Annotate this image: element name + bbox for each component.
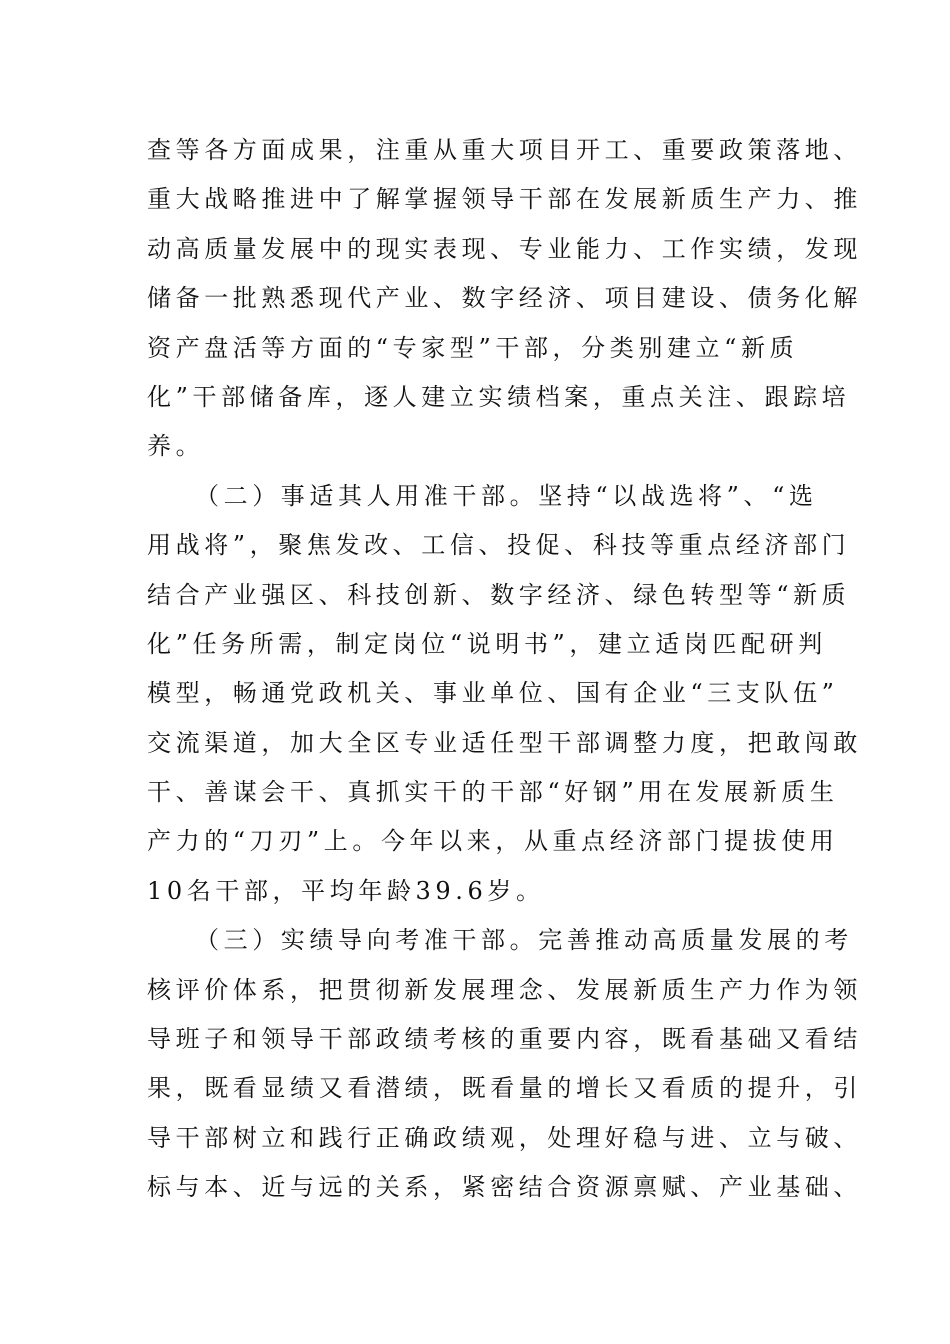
paragraph-line: 10名干部，平均年龄39.6岁。 — [147, 876, 545, 905]
paragraph-line: 导班子和领导干部政绩考核的重要内容，既看基础又看结 — [147, 1025, 862, 1054]
paragraph-line: 结合产业强区、科技创新、数字经济、绿色转型等“新质 — [147, 580, 851, 609]
paragraph-line: 核评价体系，把贯彻新发展理念、发展新质生产力作为领 — [147, 975, 862, 1004]
paragraph-line: 模型，畅通党政机关、事业单位、国有企业“三支队伍” — [147, 679, 839, 708]
paragraph-line: 化”任务所需，制定岗位“说明书”，建立适岗匹配研判 — [147, 629, 827, 658]
paragraph-line: 用战将”，聚焦发改、工信、投促、科技等重点经济部门 — [147, 531, 851, 560]
paragraph-line: 化”干部储备库，逐人建立实绩档案，重点关注、跟踪培 — [147, 382, 851, 411]
paragraph-line: 动高质量发展中的现实表现、专业能力、工作实绩，发现 — [147, 234, 862, 263]
paragraph-line: 产力的“刀刃”上。今年以来，从重点经济部门提拔使用 — [147, 827, 839, 856]
paragraph-line: 标与本、近与远的关系，紧密结合资源禀赋、产业基础、 — [147, 1173, 862, 1202]
paragraph-line: 交流渠道，加大全区专业适任型干部调整力度，把敢闯敢 — [147, 728, 862, 757]
paragraph-line: 果，既看显绩又看潜绩，既看量的增长又看质的提升，引 — [147, 1074, 862, 1103]
paragraph-line: 养。 — [147, 432, 205, 461]
paragraph-line: 重大战略推进中了解掌握领导干部在发展新质生产力、推 — [147, 185, 862, 214]
body-text — [147, 126, 862, 1213]
paragraph-line: 资产盘活等方面的“专家型”干部，分类别建立“新质 — [147, 333, 799, 362]
section-heading-line: （三）实绩导向考准干部。完善推动高质量发展的考 — [195, 926, 853, 955]
paragraph-line: 查等各方面成果，注重从重大项目开工、重要政策落地、 — [147, 136, 862, 164]
paragraph-line: 储备一批熟悉现代产业、数字经济、项目建设、债务化解 — [147, 284, 862, 313]
paragraph-line: 导干部树立和践行正确政绩观，处理好稳与进、立与破、 — [147, 1123, 862, 1152]
paragraph-line: 干、善谋会干、真抓实干的干部“好钢”用在发展新质生 — [147, 778, 839, 807]
section-heading-line: （二）事适其人用准干部。坚持“以战选将”、“选 — [195, 481, 818, 510]
